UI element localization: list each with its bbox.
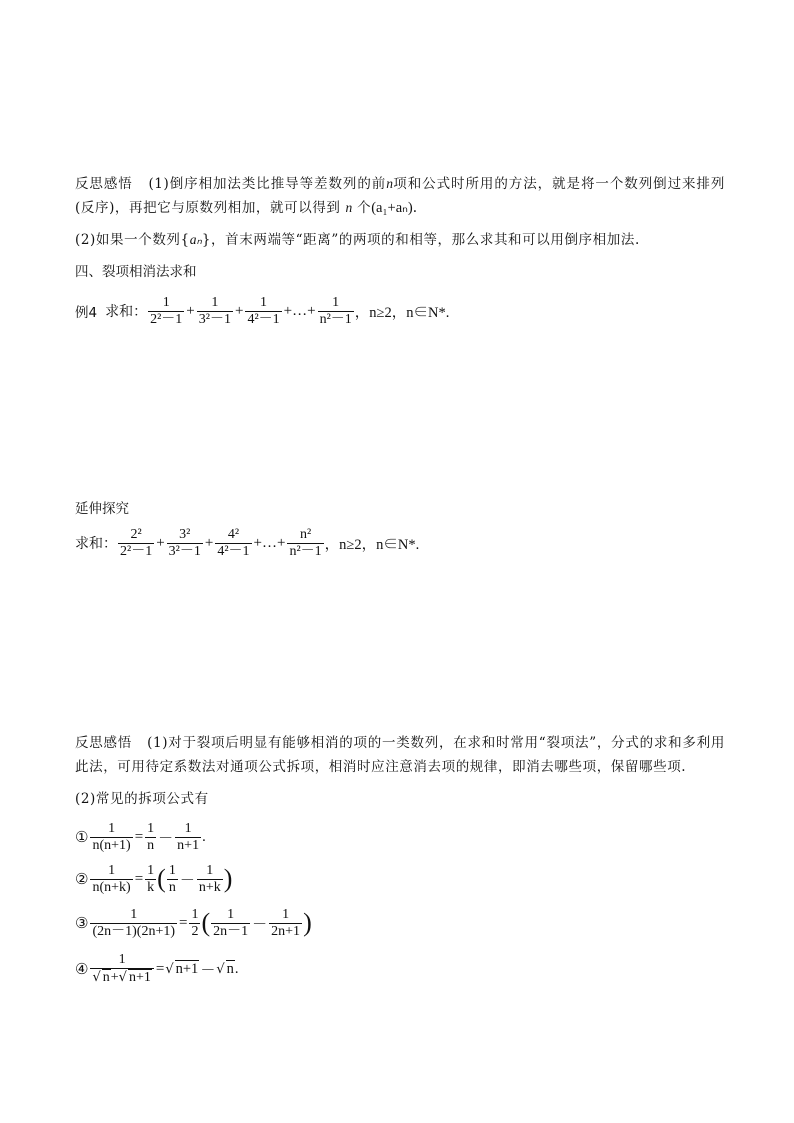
minus-sign: － bbox=[252, 916, 268, 933]
sum-formula: (a₁+aₙ) bbox=[371, 200, 413, 216]
extension-condition: ，n≥2，n∈N*. bbox=[324, 536, 420, 553]
reflection2-paragraph-1 bbox=[75, 731, 725, 779]
period: . bbox=[202, 828, 206, 845]
reflection-paragraph-2 bbox=[75, 228, 725, 252]
example-prompt: 求和： bbox=[105, 304, 148, 320]
period: . bbox=[234, 960, 239, 977]
radicand: n bbox=[226, 961, 234, 977]
ext-term-n: $\frac{\text{n²}}{\text{n²－1}}$ bbox=[289, 526, 322, 559]
right-paren: ) bbox=[223, 864, 233, 893]
ellipsis-plus: +…+ bbox=[253, 534, 286, 551]
f1-lhs: $\frac{1}{n(n+1)}$ bbox=[92, 820, 131, 853]
circled-number-2: ② bbox=[75, 870, 89, 888]
ex-term-3: $\frac{1}{\text{4²－1}}$ bbox=[247, 294, 280, 327]
extension-problem bbox=[75, 519, 419, 567]
plus-sign: + bbox=[204, 534, 214, 551]
var-n-2: n bbox=[345, 200, 353, 215]
minus-sign: － bbox=[179, 872, 195, 889]
ex-term-n: $\frac{1}{\text{n²－1}}$ bbox=[319, 294, 352, 327]
split-formula-1 bbox=[75, 813, 206, 861]
minus-sign: － bbox=[158, 830, 174, 847]
plus-sign: + bbox=[186, 302, 195, 319]
reflection2-label: 反思感悟 bbox=[75, 735, 133, 751]
split-formula-3 bbox=[75, 899, 312, 947]
ext-term-2: $\frac{\text{3²}}{\text{3²－1}}$ bbox=[168, 526, 201, 559]
left-paren: ( bbox=[201, 908, 211, 937]
section-heading: 四、裂项相消法求和 bbox=[75, 264, 197, 280]
f2-lhs: $\frac{1}{n(n+k)}$ bbox=[92, 862, 131, 895]
radicand: n+1 bbox=[175, 961, 199, 977]
reflection2-text: (1)对于裂项后明显有能够相消的项的一类数列，在求和时常用“裂项法”，分式的求和多利用此法，可用待定系数法对通项公式拆项，相消时应注意消去项的规律，即消去哪些项，保留哪些项. bbox=[75, 735, 725, 775]
var-n: n bbox=[386, 176, 393, 191]
right-paren: ) bbox=[303, 908, 312, 937]
reflection-text-d: (2)如果一个数列{ bbox=[75, 232, 190, 248]
example-label: 例4 bbox=[75, 305, 98, 321]
ex-term-1: $\frac{1}{\text{2²－1}}$ bbox=[150, 294, 183, 327]
equals-sign: = bbox=[155, 960, 165, 977]
sqrt-icon: √ bbox=[118, 970, 127, 985]
example-4 bbox=[75, 287, 449, 335]
reflection-label: 反思感悟 bbox=[75, 176, 133, 192]
extension-title: 延伸探究 bbox=[75, 501, 129, 517]
extension-prompt: 求和： bbox=[75, 536, 117, 552]
split-formula-4 bbox=[75, 945, 239, 993]
f3-coef: $\frac{1}{2}$ bbox=[191, 906, 199, 939]
ellipsis-plus: +…+ bbox=[283, 302, 316, 319]
reflection-text-e: }，首末两端等“距离”的两项的和相等，那么求其和可以用倒序相加法. bbox=[201, 232, 640, 248]
reflection-text-c: 个 bbox=[357, 200, 372, 216]
f1-a: $\frac{1}{n}$ bbox=[147, 820, 155, 853]
split-formula-2 bbox=[75, 855, 232, 903]
reflection-text-a: (1)倒序相加法类比推导等差数列的前 bbox=[148, 176, 387, 192]
var-an: aₙ bbox=[189, 232, 202, 247]
f2-a: $\frac{1}{n}$ bbox=[168, 862, 176, 895]
reflection-text-b: 项和公式时所用的方法，就是将一个数列倒过来排列(反序)，再把它与原数列相加，就可以得到 bbox=[75, 176, 725, 216]
sqrt-icon: √ bbox=[92, 970, 101, 985]
f3-a: $\frac{1}{2n-1}$ bbox=[213, 906, 249, 939]
reflection-end: . bbox=[412, 200, 418, 216]
plus-sign: + bbox=[234, 302, 244, 319]
reflection2-paragraph-2: (2)常见的拆项公式有 bbox=[75, 791, 209, 807]
circled-number-1: ① bbox=[75, 828, 89, 846]
equals-sign: = bbox=[179, 914, 188, 931]
circled-number-4: ④ bbox=[75, 960, 89, 978]
equals-sign: = bbox=[134, 870, 144, 887]
sqrt-icon: √ bbox=[216, 961, 225, 977]
minus-sign: － bbox=[200, 962, 216, 979]
ext-term-3: $\frac{\text{4²}}{\text{4²－1}}$ bbox=[217, 526, 250, 559]
circled-number-3: ③ bbox=[75, 914, 89, 932]
left-paren: ( bbox=[157, 864, 166, 893]
f2-b: $\frac{1}{n+k}$ bbox=[198, 862, 221, 895]
reflection-paragraph-1 bbox=[75, 172, 725, 220]
ex-term-2: $\frac{1}{\text{3²－1}}$ bbox=[198, 294, 231, 327]
example-condition: ，n≥2，n∈N*. bbox=[354, 304, 450, 321]
f2-coef: $\frac{1}{k}$ bbox=[147, 862, 155, 895]
f3-lhs: $\frac{1}{(2n-1)(2n+1)}$ bbox=[92, 906, 175, 939]
equals-sign: = bbox=[134, 828, 144, 845]
f1-b: $\frac{1}{n+1}$ bbox=[177, 820, 200, 853]
ext-term-1: $\frac{\text{2²}}{\text{2²－1}}$ bbox=[120, 526, 153, 559]
f3-b: $\frac{1}{2n+1}$ bbox=[271, 906, 301, 939]
sqrt-icon: √ bbox=[165, 961, 174, 977]
f4-lhs: $\frac{1}{√ n+√ n+1}$ bbox=[90, 952, 153, 986]
plus-sign: + bbox=[156, 534, 165, 551]
